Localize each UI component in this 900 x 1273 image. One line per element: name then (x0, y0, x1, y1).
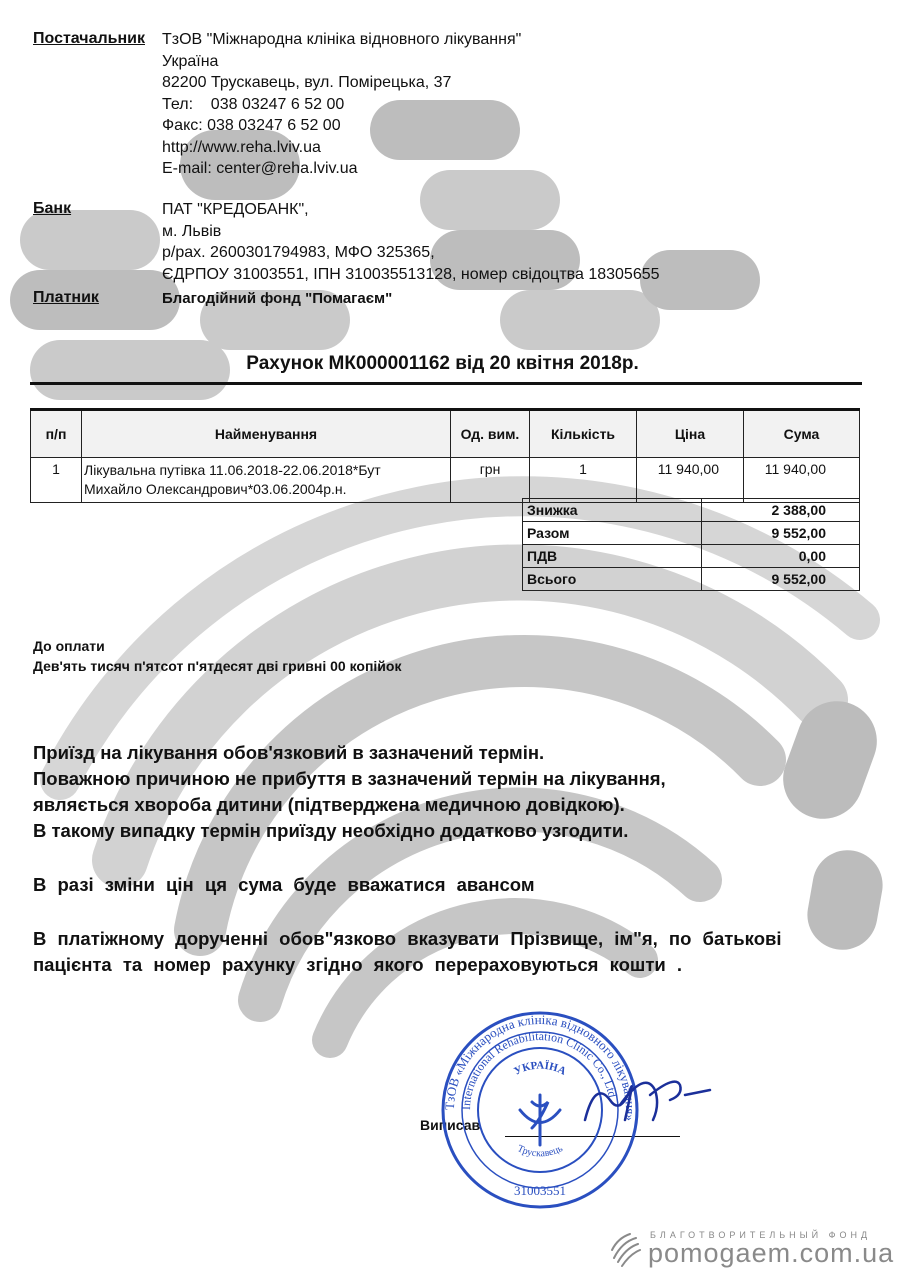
totals-label: Разом (523, 522, 702, 545)
svg-text:Трускавець: Трускавець (515, 1143, 565, 1160)
title-rule (30, 382, 862, 385)
cell-name-line1: Лікувальна путівка 11.06.2018-22.06.2018*Бут (84, 462, 381, 478)
bank-account: р/рах. 2600301794983, МФО 325365, (162, 244, 435, 261)
price-change-notice: В разі зміни цін ця сума буде вважатися авансом (33, 874, 535, 895)
payer-name: Благодійний фонд "Помагаєм" (162, 290, 393, 307)
bank-name: ПАТ "КРЕДОБАНК", (162, 201, 309, 218)
handwritten-signature (575, 1060, 715, 1140)
totals-label: ПДВ (523, 545, 702, 568)
payment-amount-words: Дев'ять тисяч п'ятсот п'ятдесят дві гривні 00 копійок (33, 658, 402, 674)
notice-line: Поважною причиною не прибуття в зазначений термін на лікування, (33, 768, 666, 789)
supplier-fax: Факс: 038 03247 6 52 00 (162, 117, 341, 134)
arrival-notice (33, 740, 666, 844)
totals-label: Всього (523, 568, 702, 591)
col-header-name: Найменування (82, 410, 451, 458)
cell-qty: 1 (530, 458, 637, 503)
bank-codes: ЄДРПОУ 31003551, ІПН 310035513128, номер свідоцтва 18305655 (162, 265, 660, 283)
supplier-email: E-mail: center@reha.lviv.ua (162, 160, 358, 177)
supplier-phone: Тел: 038 03247 6 52 00 (162, 95, 345, 113)
totals-row (523, 522, 860, 545)
table-header-row (31, 410, 860, 458)
supplier-name: ТзОВ "Міжнародна клініка відновного лікування" (162, 31, 522, 48)
cell-name-line2: Михайло Олександрович*03.06.2004р.н. (84, 481, 347, 497)
payment-block (33, 636, 401, 676)
bank-city: м. Львів (162, 222, 222, 240)
logo-domain: pomogaem.com.ua (648, 1238, 895, 1268)
svg-text:International Rehabilitation C: International Rehabilitation Clinic Co., Ltd. (458, 1028, 621, 1111)
supplier-block (162, 29, 521, 180)
cell-num: 1 (31, 458, 82, 503)
col-header-num: п/п (31, 410, 82, 458)
notice-line: являється хвороба дитини (підтверджена медичною довідкою). (33, 794, 625, 815)
payment-order-notice-1: В платіжному дорученні обов"язково вказувати Прізвище, ім"я, по батькові (33, 928, 782, 949)
supplier-web: http://www.reha.lviv.ua (162, 138, 321, 156)
payment-label: До оплати (33, 638, 105, 654)
totals-value: 9 552,00 (702, 568, 860, 591)
bank-block (162, 199, 660, 285)
totals-row (523, 499, 860, 522)
bank-label: Банк (33, 200, 72, 217)
totals-value: 2 388,00 (702, 499, 860, 522)
totals-table (522, 498, 860, 591)
col-header-sum: Сума (744, 410, 860, 458)
payer-label: Платник (33, 289, 99, 306)
payment-order-notice-2: пацієнта та номер рахунку згідно якого перераховуються кошти . (33, 954, 683, 975)
table-row (31, 458, 860, 503)
cell-name (82, 458, 451, 503)
cell-unit: грн (451, 458, 530, 503)
supplier-address: 82200 Трускавець, вул. Помірецька, 37 (162, 74, 452, 91)
totals-label: Знижка (523, 499, 702, 522)
col-header-price: Ціна (637, 410, 744, 458)
supplier-label: Постачальник (33, 30, 145, 47)
cell-sum: 11 940,00 (744, 458, 860, 503)
supplier-country: Україна (162, 52, 219, 70)
notice-line: В такому випадку термін приїзду необхідно додатково узгодити. (33, 820, 629, 841)
svg-text:ТзОВ «Міжнародна клініка відно: ТзОВ «Міжнародна клініка відновного лікування» (441, 1011, 639, 1122)
signature-label: Виписав (420, 1117, 481, 1133)
invoice-title: Рахунок МК000001162 від 20 квітня 2018р. (246, 353, 639, 374)
logo-tagline: БЛАГОТВОРИТЕЛЬНЫЙ ФОНД (650, 1230, 872, 1240)
svg-text:31003551: 31003551 (514, 1183, 566, 1198)
cell-price: 11 940,00 (637, 458, 744, 503)
col-header-qty: Кількість (530, 410, 637, 458)
totals-value: 0,00 (702, 545, 860, 568)
col-header-unit: Од. вим. (451, 410, 530, 458)
totals-row (523, 568, 860, 591)
totals-row (523, 545, 860, 568)
items-table (30, 408, 860, 503)
notice-line: Приїзд на лікування обов'язковий в зазначений термін. (33, 742, 545, 763)
totals-value: 9 552,00 (702, 522, 860, 545)
svg-text:УКРАЇНА: УКРАЇНА (512, 1059, 568, 1078)
